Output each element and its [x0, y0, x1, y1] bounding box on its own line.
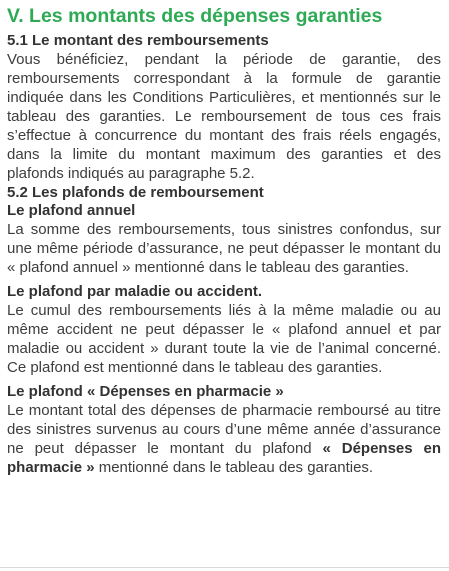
page-bottom-divider [0, 567, 449, 568]
section-5-1 [7, 32, 441, 183]
subsection-5-1-heading: 5.1 Le montant des remboursements [7, 32, 269, 49]
pharmacy-cap-block [7, 383, 441, 477]
pharmacy-cap-heading: Le plafond « Dépenses en pharmacie » [7, 383, 284, 400]
annual-cap-text: La somme des remboursements, tous sinistres confondus, sur une même période d’assurance, ne peut dépasser le montant du « plafond annuel » mentionné dans le tableau des garanties. [7, 221, 441, 276]
illness-cap-text: Le cumul des remboursements liés à la même maladie ou au même accident ne peut dépasser le « plafond annuel et par maladie ou accident » durant toute la vie de l’animal concerné. Ce plafond est mentionné dans le tableau des garanties. [7, 302, 441, 376]
pharmacy-cap-text [7, 401, 441, 477]
illness-cap-heading: Le plafond par maladie ou accident. [7, 283, 263, 300]
section-5-2 [7, 184, 441, 477]
annual-cap-heading: Le plafond annuel [7, 202, 136, 219]
subsection-5-1-text: Vous bénéficiez, pendant la période de garantie, des remboursements correspondant à la formule de garantie indiquée dans les Conditions Particulières, et mentionnés sur le tableau des garanties. Le remboursement de tous ces frais s’effectue à concurrence du montant des frais réels engagés, dans la limite du montant maximum des garanties et des plafonds indiqués au paragraphe 5.2. [7, 51, 441, 182]
document-page [7, 4, 441, 477]
pharmacy-text-bold: « Dépenses en pharmacie » [7, 440, 441, 476]
pharmacy-text-after: mentionné dans le tableau des garanties. [94, 459, 374, 476]
subsection-5-2-heading: 5.2 Les plafonds de remboursement [7, 184, 264, 201]
pharmacy-text-before: Le montant total des dépenses de pharmacie remboursé au titre des sinistres survenus au cours d’une même année d’assurance ne peut dépasser le montant du plafond [7, 402, 441, 457]
illness-cap-block [7, 283, 441, 377]
section-title: V. Les montants des dépenses garanties [7, 5, 383, 27]
annual-cap-block [7, 202, 441, 277]
